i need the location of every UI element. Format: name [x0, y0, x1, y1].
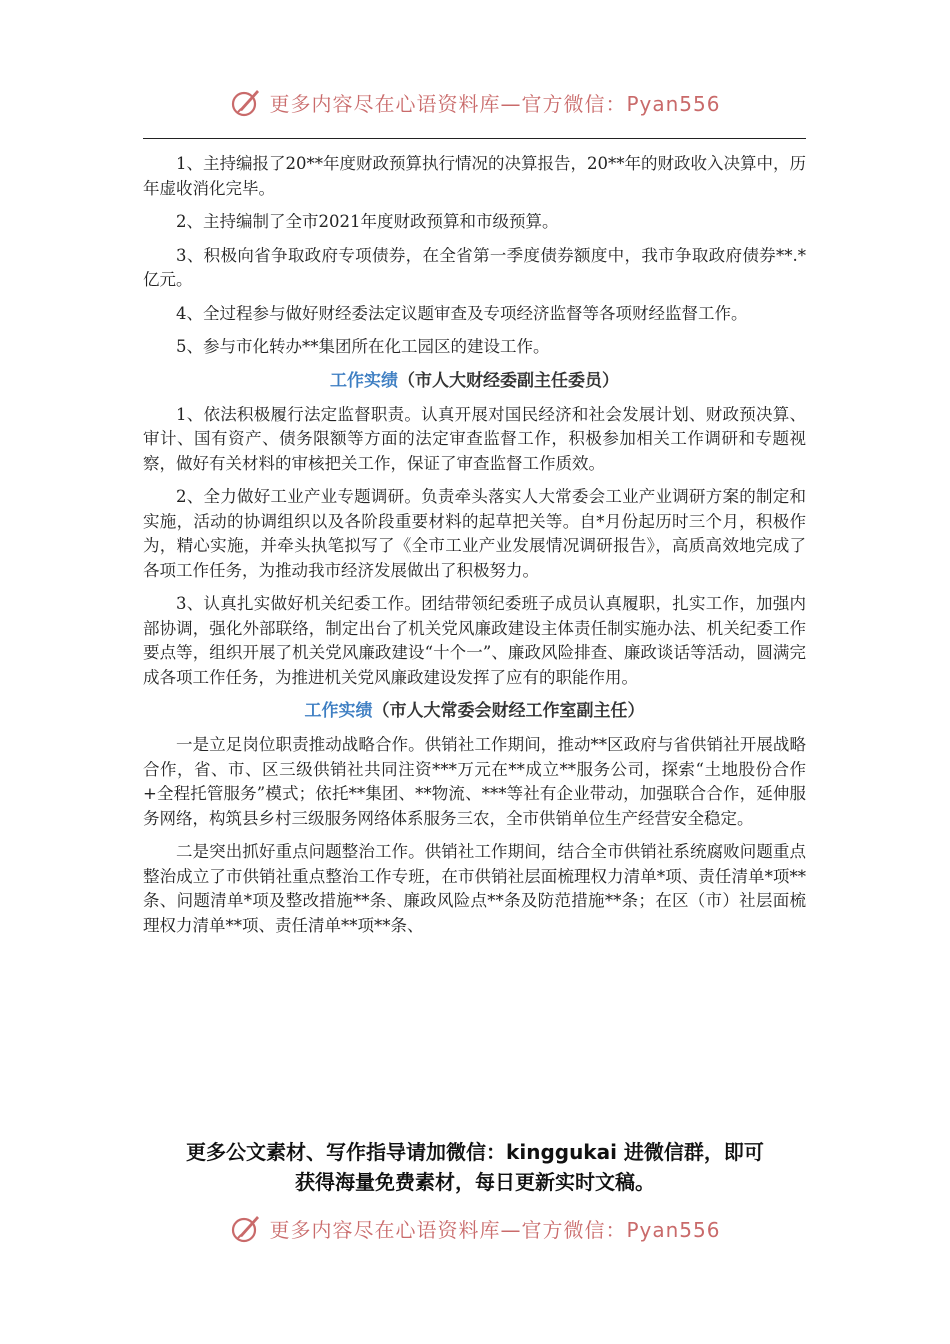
promo-line-1: 更多公文素材、写作指导请加微信：kinggukai 进微信群，即可 [186, 1140, 764, 1164]
paragraph: 1、主持编报了20**年度财政预算执行情况的决算报告，20**年的财政收入决算中，历年虚收消化完毕。 [143, 154, 806, 198]
section-heading-role: （市人大财经委副主任委员） [398, 370, 619, 391]
section-heading-role: （市人大常委会财经工作室副主任） [372, 701, 645, 721]
footer-brand [0, 1208, 950, 1248]
quill-logo-icon [229, 1211, 263, 1245]
section-heading-lead: 工作实绩 [304, 701, 373, 721]
paragraph: 一是立足岗位职责推动战略合作。供销社工作期间，推动**区政府与省供销社开展战略合作，省、市、区三级供销社共同注资***万元在**成立**服务公司，探索“土地股份合作+全程托管服务”模式；依托**集团、**物流、***等社有企业带动，加强联合合作，延伸服务网络，构筑县乡村三级服务网络体系服务三农，全市供销单位生产经营安全稳定。 [143, 735, 806, 828]
section-heading-lead: 工作实绩 [330, 370, 398, 391]
paragraph: 4、全过程参与做好财经委法定议题审查及专项经济监督等各项财经监督工作。 [176, 303, 748, 323]
paragraph: 3、认真扎实做好机关纪委工作。团结带领纪委班子成员认真履职，扎实工作，加强内部协调，强化外部联络，制定出台了机关党风廉政建设主体责任制实施办法、机关纪委工作要点等，组织开展了机关党风廉政建设“十个一”、廉政风险排查、廉政谈话等活动，圆满完成各项工作任务，为推进机关党风廉政建设发挥了应有的职能作用。 [143, 594, 806, 687]
quill-logo-icon [229, 85, 263, 119]
paragraph: 二是突出抓好重点问题整治工作。供销社工作期间，结合全市供销社系统腐败问题重点整治成立了市供销社重点整治工作专班，在市供销社层面梳理权力清单*项、责任清单*项**条、问题清单*项及整改措施**条、廉政风险点**条及防范措施**条；在区（市）社层面梳理权力清单**项、责任清单**项**条、 [143, 842, 806, 935]
header-divider [143, 138, 806, 139]
promo-banner [100, 1137, 850, 1197]
paragraph: 1、依法积极履行法定监督职责。认真开展对国民经济和社会发展计划、财政预决算、审计、国有资产、债务限额等方面的法定审查监督工作，积极参加相关工作调研和专题视察，做好有关材料的审核把关工作，保证了审查监督工作质效。 [143, 404, 806, 473]
section-heading [143, 699, 806, 723]
paragraph: 2、主持编制了全市2021年度财政预算和市级预算。 [176, 212, 559, 231]
footer-brand-text: 更多内容尽在心语资料库—官方微信：Pyan556 [269, 1217, 721, 1242]
paragraph: 3、积极向省争取政府专项债券，在全省第一季度债券额度中，我市争取政府债券**.*亿元。 [143, 245, 806, 289]
section-heading [143, 369, 806, 393]
paragraph: 5、参与市化转办**集团所在化工园区的建设工作。 [176, 337, 550, 356]
document-body [143, 152, 806, 947]
promo-line-2: 获得海量免费素材，每日更新实时文稿。 [295, 1170, 655, 1194]
header-brand-text: 更多内容尽在心语资料库—官方微信：Pyan556 [269, 91, 721, 116]
paragraph: 2、全力做好工业产业专题调研。负责牵头落实人大常委会工业产业调研方案的制定和实施，活动的协调组织以及各阶段重要材料的起草把关等。自*月份起历时三个月，积极作为，精心实施，并牵头执笔拟写了《全市工业产业发展情况调研报告》，高质高效地完成了各项工作任务，为推动我市经济发展做出了积极努力。 [143, 487, 806, 580]
header-brand [0, 82, 950, 122]
